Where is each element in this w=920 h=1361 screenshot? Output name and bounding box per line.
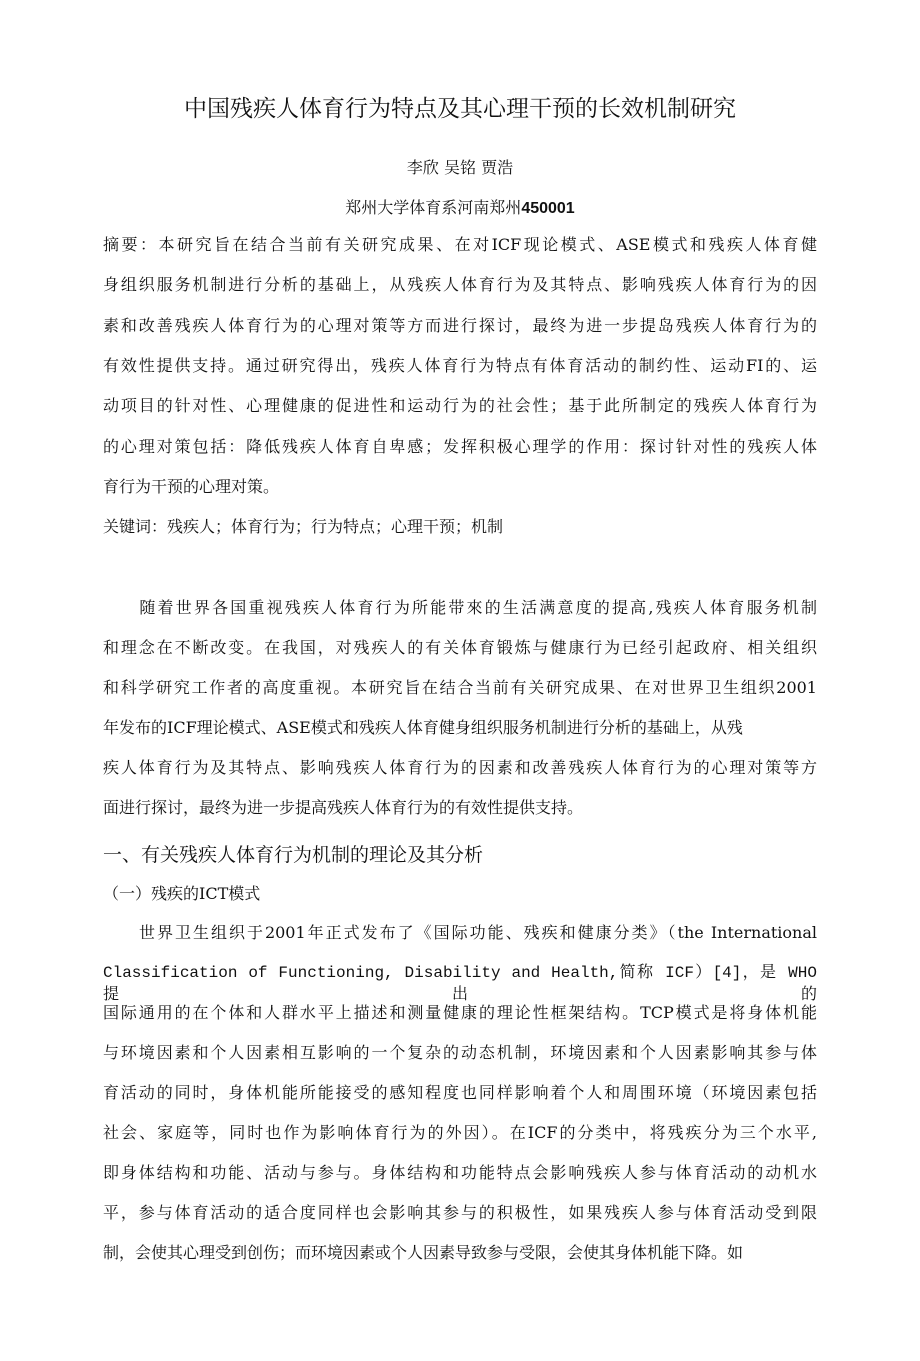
section-heading: 一、有关残疾人体育行为机制的理论及其分析 [103, 844, 484, 866]
postal-code: 450001 [521, 200, 575, 217]
text-line: 社会、家庭等，同时也作为影响体育行为的外因）。在ICF的分类中，将残疾分为三个水平, [103, 1123, 817, 1142]
text-line: 随着世界各国重视残疾人体育行为所能带來的生活满意度的提高,残疾人体育服务机制 [103, 598, 817, 617]
text-line: Classification of Functioning, Disability and Health,简称 ICF）[4]，是 WHO 提出的 [103, 964, 817, 1004]
keywords: 关键词：残疾人；体育行为；行为特点；心理干预；机制 [103, 517, 504, 536]
text-line: 动项目的针对性、心理健康的促进性和运动行为的社会性；基于此所制定的残疾人体育行为 [103, 396, 817, 416]
text-line: 即身体结构和功能、活动与参与。身体结构和功能特点会影响残疾人参与体育活动的动机水 [103, 1163, 817, 1182]
paper-title: 中国残疾人体育行为特点及其心理干预的长效机制研究 [184, 96, 736, 122]
subsection-heading: （一）残疾的ICT模式 [103, 884, 261, 903]
text-line: 身组织服务机制进行分析的基础上，从残疾人体育行为及其特点、影响残疾人体育行为的因 [103, 275, 817, 295]
text-line: 制，会使其心理受到创伤；而环境因素或个人因素导致参与受限，会使其身体机能下降。如 [103, 1243, 744, 1262]
text-line: 素和改善残疾人体育行为的心理对策等方而进行探讨，最终为进一步提岛残疾人体育行为的 [103, 315, 817, 335]
authors: 李欣 吴铭 贾浩 [406, 158, 514, 177]
text-line: 与环境因素和个人因素相互影响的一个复杂的动态机制，环境因素和个人因素影响其参与体 [103, 1043, 817, 1062]
text-line: 疾人体育行为及其特点、影响残疾人体育行为的因素和改善残疾人体育行为的心理对策等方 [103, 758, 817, 777]
text-line: 有效性提供支持。通过研究得出，残疾人体育行为特点有体育活动的制约性、运动FI的、运 [103, 355, 817, 375]
text-line: 育活动的同时，身体机能所能接受的感知程度也同样影响着个人和周围环境（环境因素包括 [103, 1083, 817, 1102]
text-line: 国际通用的在个体和人群水平上描述和测量健康的理论性框架结构。TCP模式是将身体机能 [103, 1003, 817, 1022]
text-line: 摘要：本研究旨在结合当前有关研究成果、在对ICF现论模式、ASE模式和残疾人体育健 [103, 235, 817, 254]
text-line: 世界卫生组织于2001年正式发布了《国际功能、残疾和健康分类》（the International [103, 923, 817, 942]
affiliation-text: 郑州大学体育系河南郑州 [345, 198, 522, 217]
text-line: 面进行探讨，最终为进一步提高残疾人体育行为的有效性提供支持。 [103, 798, 584, 817]
text-line: 平，参与体育活动的适合度同样也会影响其参与的积极性，如果残疾人参与体育活动受到限 [103, 1203, 817, 1222]
text-line: 的心理对策包括：降低残疾人体育自卑感；发挥积极心理学的作用：探讨针对性的残疾人体 [103, 436, 817, 456]
affiliation [0, 195, 920, 218]
text-line: 年发布的ICF理论模式、ASE模式和残疾人体育健身组织服务机制进行分析的基础上，从残 [103, 718, 743, 737]
text-line: 和理念在不断改变。在我国，对残疾人的有关体育锻炼与健康行为已经引起政府、相关组织 [103, 638, 817, 657]
text-line: 育行为干预的心理对策。 [103, 476, 280, 496]
text-line: 和科学研究工作者的高度重视。本研究旨在结合当前有关研究成果、在对世界卫生组织2001 [103, 678, 817, 697]
